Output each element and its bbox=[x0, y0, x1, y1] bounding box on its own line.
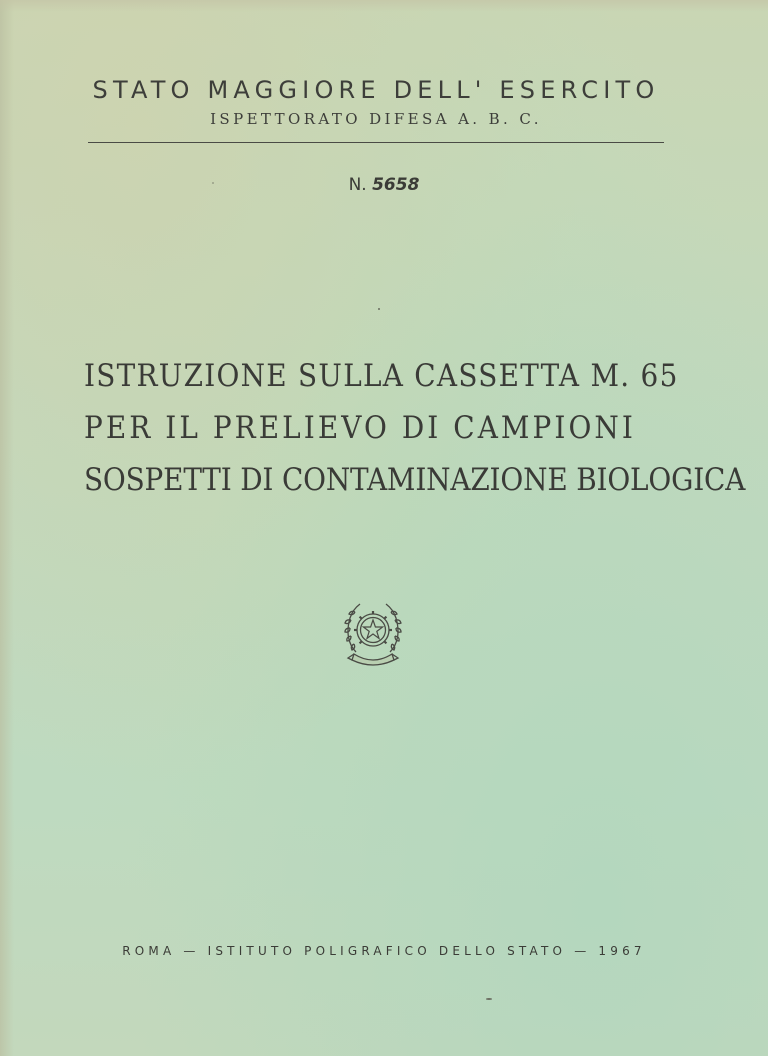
title-line-2: PER IL PRELIEVO DI CAMPIONI bbox=[84, 410, 636, 446]
header-divider bbox=[88, 142, 664, 143]
title-line-3: SOSPETTI DI CONTAMINAZIONE BIOLOGICA bbox=[84, 462, 746, 498]
paper-edge-shading bbox=[0, 0, 14, 1056]
organization-heading: STATO MAGGIORE DELL' ESERCITO bbox=[92, 76, 660, 104]
paper-top-shading bbox=[0, 0, 768, 12]
department-heading: ISPETTORATO DIFESA A. B. C. bbox=[210, 110, 542, 128]
publication-number-prefix: N. bbox=[348, 175, 367, 195]
title-line-1: ISTRUZIONE SULLA CASSETTA M. 65 bbox=[84, 358, 679, 394]
publication-number bbox=[0, 175, 768, 195]
publisher-imprint: ROMA — ISTITUTO POLIGRAFICO DELLO STATO — 1967 bbox=[122, 944, 646, 958]
paper-speck bbox=[486, 998, 492, 1000]
paper-speck bbox=[378, 308, 380, 310]
paper-speck bbox=[212, 182, 214, 184]
italian-republic-emblem-icon bbox=[342, 598, 404, 668]
publication-number-value: 5658 bbox=[372, 175, 420, 195]
document-title bbox=[84, 350, 746, 506]
